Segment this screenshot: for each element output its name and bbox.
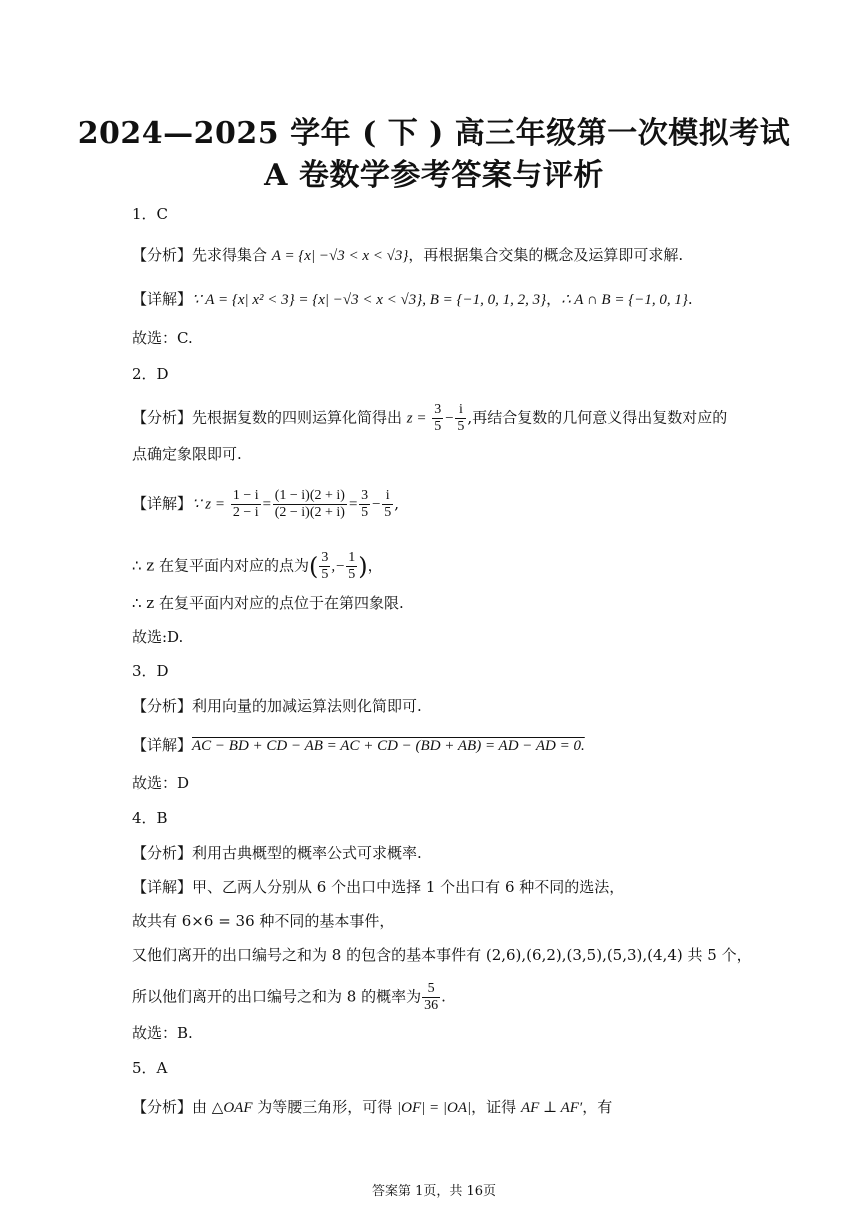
q5-number: 5．A — [132, 1059, 168, 1077]
q2-analysis: 【分析】先根据复数的四则运算化简得出 z = $\frac{3}{5}$ − $\frac{i}{5}$ ,再结合复数的几何意义得出复数对应的 — [132, 402, 728, 434]
fraction: $\frac{(1 - i)(2 + i)}{(2 - i)(2 + i)}$ — [274, 488, 345, 520]
q1-analysis: 【分析】先求得集合 A = {x| −√3 < x < √3}，再根据集合交集的概念及运算即可求解. — [132, 246, 684, 264]
q2-detail: 【详解】∵ z = $\frac{1 - i}{2 - i}$ = $\frac{(1 - i)(2 + i)}{(2 - i)(2 + i)}$ = $\frac{3}{5}$ − $\frac{i}{5}$ , — [132, 488, 399, 520]
q2-point: ∴ z 在复平面内对应的点为( $\frac{3}{5}$ ,− $\frac{1}{5}$ )， — [132, 550, 383, 582]
page-title-line2: A 卷数学参考答案与评析 — [264, 158, 604, 193]
q3-number: 3．D — [132, 662, 169, 680]
q1-choice: 故选：C. — [132, 329, 193, 347]
q2-choice: 故选:D. — [132, 628, 184, 646]
q4-line2: 故共有 6×6 = 36 种不同的基本事件， — [132, 912, 395, 930]
fraction: $\frac{1 - i}{2 - i}$ — [232, 488, 259, 520]
analysis-label: 【分析】 — [132, 844, 193, 862]
page-footer: 答案第 1页，共 16页 — [371, 1184, 497, 1199]
fraction: $\frac{5}{36}$ — [424, 981, 439, 1013]
fraction: $\frac{3}{5}$ — [361, 488, 369, 520]
set-a-expression: A = {x| −√3 < x < √3} — [271, 248, 409, 264]
q4-line3: 又他们离开的出口编号之和为 8 的包含的基本事件有 (2,6),(6,2),(3,5),(5,3),(4,4) 共 5 个， — [132, 946, 752, 964]
q4-number: 4．B — [132, 809, 168, 827]
fraction: $\frac{3}{5}$ — [321, 550, 329, 582]
q4-line4: 所以他们离开的出口编号之和为 8 的概率为 $\frac{5}{36}$ . — [132, 981, 446, 1013]
page-title-line1: 2024—2025 学年 ( 下 ) 高三年级第一次模拟考试 — [77, 116, 791, 151]
analysis-label: 【分析】 — [132, 246, 193, 264]
detail-label: 【详解】 — [132, 736, 193, 754]
q2-analysis-line2: 点确定象限即可. — [132, 445, 242, 463]
analysis-label: 【分析】 — [132, 408, 193, 427]
detail-label: 【详解】 — [132, 290, 193, 308]
q1-detail: 【详解】∵ A = {x| x² < 3} = {x| −√3 < x < √3}, B = {−1, 0, 1, 2, 3}，∴ A ∩ B = {−1, 0, 1}. — [132, 290, 693, 308]
q4-analysis: 【分析】利用古典概型的概率公式可求概率. — [132, 844, 422, 862]
q4-detail: 【详解】甲、乙两人分别从 6 个出口中选择 1 个出口有 6 种不同的选法， — [132, 878, 625, 896]
q4-choice: 故选：B. — [132, 1024, 193, 1042]
q5-analysis: 【分析】由 △OAF 为等腰三角形，可得 |OF| = |OA|，证得 AF ⊥ AF′，有 — [132, 1098, 613, 1116]
detail-label: 【详解】 — [132, 494, 193, 513]
fraction: $\frac{i}{5}$ — [457, 402, 465, 434]
fraction: $\frac{i}{5}$ — [384, 488, 392, 520]
fraction: $\frac{3}{5}$ — [434, 402, 442, 434]
analysis-label: 【分析】 — [132, 697, 193, 715]
q2-number: 2．D — [132, 365, 169, 383]
vector-expression: AC − BD + CD − AB = AC + CD − (BD + AB) = AD − AD = 0. — [192, 738, 585, 754]
detail-label: 【详解】 — [132, 878, 193, 896]
q3-analysis: 【分析】利用向量的加减运算法则化简即可. — [132, 697, 422, 715]
q2-quadrant: ∴ z 在复平面内对应的点位于在第四象限. — [132, 594, 404, 612]
q3-choice: 故选：D — [132, 774, 190, 792]
q1-number: 1．C — [132, 205, 169, 223]
q3-detail — [132, 735, 585, 756]
fraction: $\frac{1}{5}$ — [348, 550, 356, 582]
analysis-label: 【分析】 — [132, 1098, 193, 1116]
